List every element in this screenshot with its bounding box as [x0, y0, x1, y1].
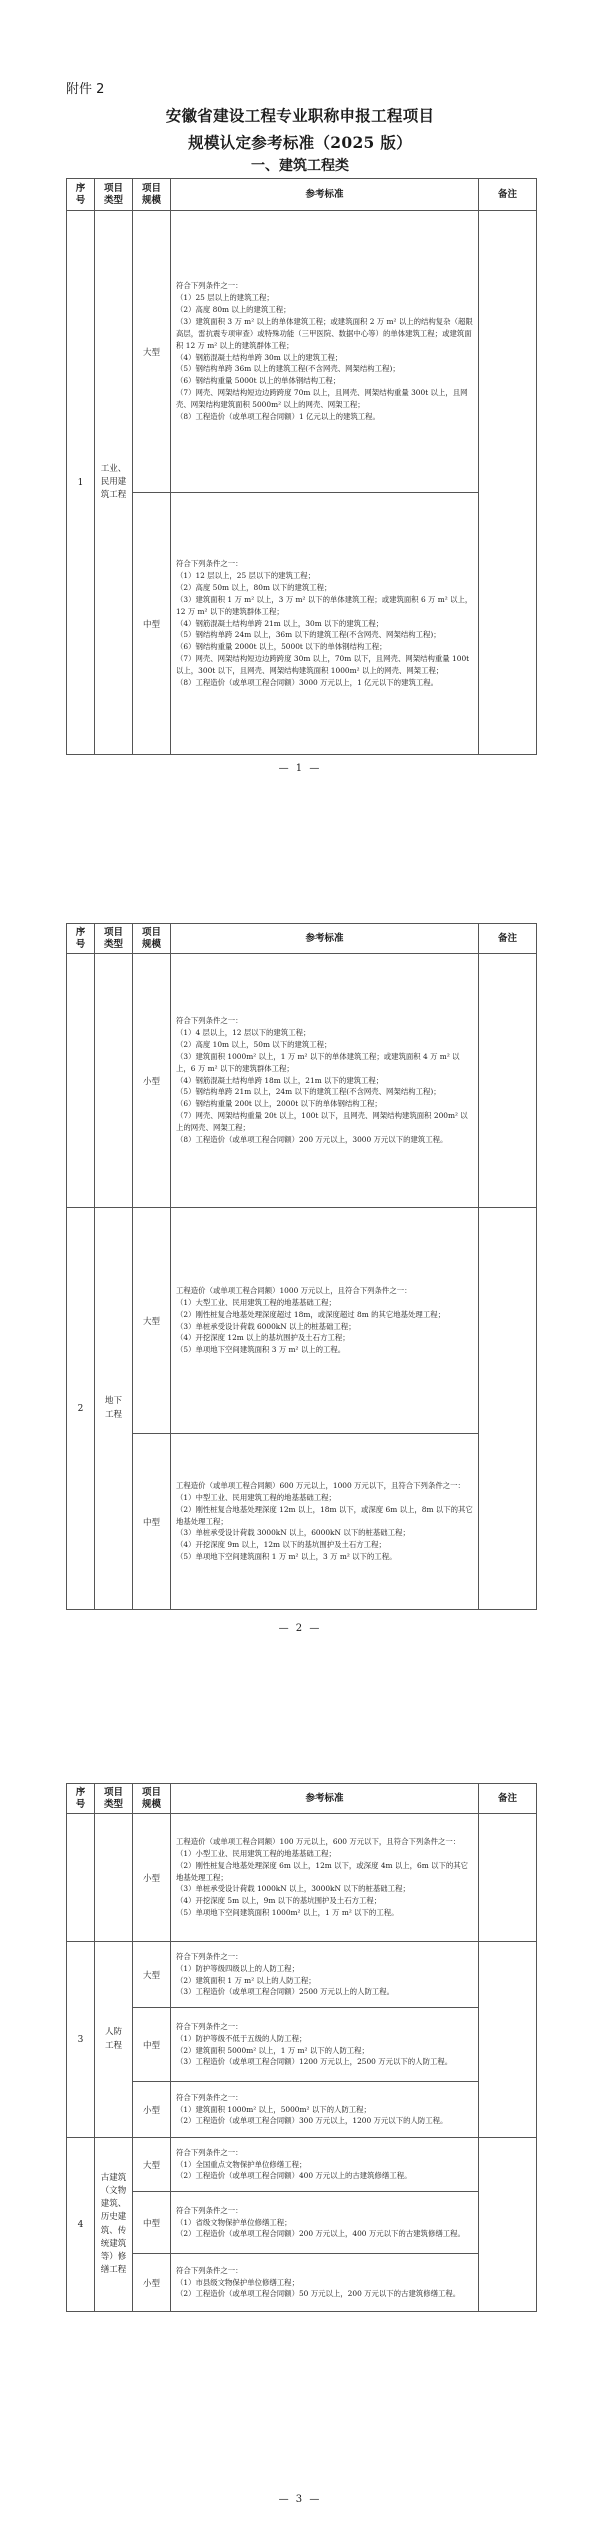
project-size: 中型	[133, 1434, 171, 1610]
standard-line: 工程造价（或单项工程合同额）100 万元以上，600 万元以下，且符合下列条件之一：	[176, 1836, 461, 1846]
header-number-line: 号	[75, 1798, 86, 1810]
header-number	[67, 1784, 95, 1814]
table-row	[67, 2138, 537, 2192]
standard-line: （2）工程造价（或单项工程合同额）400 万元以上的古建筑修缮工程。	[176, 2171, 412, 2181]
table-header-row	[67, 1784, 537, 1814]
standard-line: （3）单桩承受设计荷载 3000kN 以上，6000kN 以下的桩基础工程；	[176, 1528, 410, 1538]
project-size: 小型	[133, 2254, 171, 2312]
header-number	[67, 924, 95, 954]
standard-line: （1）中型工业、民用建筑工程的地基基础工程；	[176, 1492, 336, 1502]
table-row	[67, 2192, 537, 2254]
standard-line: （2）工程造价（或单项工程合同额）300 万元以上，1200 万元以下的人防工程。	[176, 2116, 448, 2126]
standard-line: （3）单桩承受设计荷载 6000kN 以上的桩基础工程；	[176, 1321, 356, 1331]
standard-line: （1）大型工业、民用建筑工程的地基基础工程；	[176, 1297, 336, 1307]
standard-line: （2）刚性桩复合地基处理深度 12m 以上，18m 以下，或深度 6m 以上，8m 以下的其它地基处理工程；	[176, 1504, 473, 1526]
standard-line: （5）钢结构单跨 21m 以上，24m 以下的建筑工程(不含网壳、网架结构工程)；	[176, 1087, 441, 1097]
standard-line: （3）建筑面积 3 万 m² 以上的单体建筑工程；或建筑面积 2 万 m² 以上的结构复杂（超限高层，雷抗震专项审查）或特殊功能（三甲医院、数据中心等）的单体建筑工程；或建筑面积 12 万 m² 以上的建筑群体工程；	[176, 316, 473, 350]
standard-line: （1）建筑面积 1000m² 以上，5000m² 以下的人防工程；	[176, 2104, 371, 2114]
reference-standard	[171, 2008, 479, 2082]
project-size: 大型	[133, 2138, 171, 2192]
standard-line: （2）工程造价（或单项工程合同额）50 万元以上，200 万元以下的古建筑修缮工程。	[176, 2289, 461, 2299]
table-row	[67, 1814, 537, 1942]
standard-line: （1）防护等级不低于五级的人防工程；	[176, 2033, 307, 2043]
standard-line: 符合下列条件之一：	[176, 2147, 243, 2157]
project-size: 小型	[133, 954, 171, 1208]
remarks	[479, 1814, 537, 1942]
header-project-type	[95, 179, 133, 211]
project-size: 小型	[133, 1814, 171, 1942]
standard-line: （3）单桩承受设计荷载 1000kN 以上，3000kN 以下的桩基础工程；	[176, 1884, 410, 1894]
standard-line: （4）开挖深度 12m 以上的基坑围护及土石方工程；	[176, 1333, 350, 1343]
reference-standard	[171, 2254, 479, 2312]
project-type-line: （文物	[100, 2185, 127, 2196]
project-type	[95, 1208, 133, 1610]
reference-standard	[171, 1942, 479, 2008]
remarks	[479, 211, 537, 755]
header-remarks: 备注	[479, 924, 537, 954]
standard-line: （5）钢结构单跨 36m 以上的建筑工程(不含网壳、网架结构工程)；	[176, 364, 400, 374]
standard-line: （3）建筑面积 1000m² 以上，1 万 m² 以下的单体建筑工程；或建筑面积 4 万 m² 以上，6 万 m² 以下的建筑群体工程；	[176, 1051, 460, 1073]
standard-line: （3）工程造价（或单项工程合同额）2500 万元以上的人防工程。	[176, 1987, 395, 1997]
standard-line: 符合下列条件之一：	[176, 2205, 243, 2215]
project-size: 中型	[133, 493, 171, 755]
header-remarks: 备注	[479, 179, 537, 211]
page-number-1: — 1 —	[278, 763, 322, 774]
project-type-line: 等）修	[100, 2251, 127, 2262]
project-type	[95, 1942, 133, 2138]
section-heading: 一、建筑工程类	[251, 158, 349, 174]
standard-line: （4）开挖深度 5m 以上，9m 以下的基坑围护及土石方工程；	[176, 1896, 382, 1906]
row-number: 3	[67, 1942, 95, 2138]
standard-line: （2）建筑面积 1 万 m² 以上的人防工程；	[176, 1975, 316, 1985]
header-number-line: 号	[75, 938, 86, 950]
project-type-line: 人防	[104, 2027, 122, 2038]
header-project-size	[133, 179, 171, 211]
reference-standard	[171, 954, 479, 1208]
header-number-line: 号	[75, 194, 86, 206]
project-type	[95, 211, 133, 755]
reference-standard	[171, 1814, 479, 1942]
criteria-table-page-2	[66, 923, 537, 1610]
table-row	[67, 2082, 537, 2138]
table-row	[67, 1942, 537, 2008]
standard-line: 符合下列条件之一：	[176, 1015, 243, 1025]
remarks	[479, 1208, 537, 1610]
header-remarks: 备注	[479, 1784, 537, 1814]
remarks	[479, 2138, 537, 2312]
project-size: 小型	[133, 2082, 171, 2138]
table-header-row	[67, 179, 537, 211]
header-number	[67, 179, 95, 211]
standard-line: 符合下列条件之一：	[176, 2092, 243, 2102]
project-type-line: 地下	[104, 1396, 122, 1407]
header-project-type	[95, 924, 133, 954]
header-project-size-line: 规模	[141, 938, 161, 950]
header-project-type-line: 项目	[103, 926, 123, 938]
project-type-line: 工程	[104, 1409, 122, 1420]
standard-line: （2）高度 10m 以上，50m 以下的建筑工程；	[176, 1039, 332, 1049]
header-project-type-line: 项目	[103, 1786, 123, 1798]
header-project-size	[133, 924, 171, 954]
header-reference-standard: 参考标准	[171, 924, 479, 954]
row-number	[67, 1814, 95, 1942]
standard-line: （6）钢结构重量 200t 以上，2000t 以下的单体钢结构工程；	[176, 1099, 382, 1109]
standard-line: （7）网壳、网架结构重量 20t 以上，100t 以下，且网壳、网架结构建筑面积 200m² 以上的网壳、网架工程；	[176, 1111, 468, 1133]
project-type-line: 历史建	[100, 2212, 127, 2223]
standard-line: （1）4 层以上，12 层以下的建筑工程；	[176, 1027, 311, 1037]
standard-line: （1）省级文物保护单位修缮工程；	[176, 2217, 292, 2227]
header-reference-standard: 参考标准	[171, 1784, 479, 1814]
standard-line: （1）25 层以上的建筑工程；	[176, 292, 274, 302]
standard-line: （8）工程造价（或单项工程合同额）1 亿元以上的建筑工程。	[176, 412, 380, 422]
project-type	[95, 2138, 133, 2312]
project-size: 大型	[133, 1208, 171, 1434]
row-number: 1	[67, 211, 95, 755]
standard-line: （5）单项地下空间建筑面积 1000m² 以上，1 万 m² 以下的工程。	[176, 1908, 399, 1918]
project-type	[95, 954, 133, 1208]
header-project-type	[95, 1784, 133, 1814]
project-type-line: 筑、传	[100, 2225, 127, 2236]
standard-line: （2）建筑面积 5000m² 以上，1 万 m² 以下的人防工程；	[176, 2045, 369, 2055]
project-type-line: 民用建	[100, 476, 127, 487]
table-row	[67, 2008, 537, 2082]
project-type-line: 工程	[104, 2040, 122, 2051]
standard-line: （6）钢结构重量 2000t 以上，5000t 以下的单体钢结构工程；	[176, 642, 387, 652]
table-row	[67, 1434, 537, 1610]
document-title-line2: 规模认定参考标准（2025 版）	[188, 133, 412, 152]
standard-line: （8）工程造价（或单项工程合同额）200 万元以上，3000 万元以下的建筑工程。	[176, 1135, 448, 1145]
project-size: 中型	[133, 2008, 171, 2082]
standard-line: （3）工程造价（或单项工程合同额）1200 万元以上，2500 万元以下的人防工程。	[176, 2057, 453, 2067]
project-size: 大型	[133, 211, 171, 493]
standard-line: （1）防护等级四级以上的人防工程；	[176, 1963, 299, 1973]
standard-line: （1）全国重点文物保护单位修缮工程；	[176, 2159, 307, 2169]
standard-line: （2）刚性桩复合地基处理深度 6m 以上，12m 以下，或深度 4m 以上，6m 以下的其它地基处理工程；	[176, 1860, 469, 1882]
header-project-type-line: 类型	[103, 194, 123, 206]
standard-line: （4）钢筋混凝土结构单跨 18m 以上，21m 以下的建筑工程；	[176, 1075, 384, 1085]
table-row	[67, 493, 537, 755]
reference-standard	[171, 2082, 479, 2138]
standard-line: （4）钢筋混凝土结构单跨 21m 以上，30m 以下的建筑工程；	[176, 618, 384, 628]
project-type-line: 筑工程	[100, 490, 127, 501]
standard-line: （4）钢筋混凝土结构单跨 30m 以上的建筑工程；	[176, 352, 343, 362]
project-type-line: 工业、	[100, 463, 127, 474]
reference-standard	[171, 493, 479, 755]
standard-line: （2）工程造价（或单项工程合同额）200 万元以上，400 万元以下的古建筑修缮工程。	[176, 2229, 465, 2239]
header-number-line: 序	[75, 1786, 86, 1798]
criteria-table-page-1	[66, 178, 537, 755]
standard-line: 工程造价（或单项工程合同额）1000 万元以上，且符合下列条件之一：	[176, 1285, 412, 1295]
header-reference-standard: 参考标准	[171, 179, 479, 211]
standard-line: （1）12 层以上，25 层以下的建筑工程；	[176, 570, 316, 580]
project-type-line: 统建筑	[100, 2238, 127, 2249]
row-number: 2	[67, 1208, 95, 1610]
standard-line: （5）钢结构单跨 24m 以上，36m 以下的建筑工程(不含网壳、网架结构工程)；	[176, 630, 441, 640]
standard-line: （7）网壳、网架结构短边边跨跨度 70m 以上，且网壳、网架结构重量 300t 以上，且网壳、网架结构建筑面积 5000m² 以上的网壳、网架工程；	[176, 388, 468, 410]
standard-line: （1）小型工业、民用建筑工程的地基基础工程；	[176, 1848, 336, 1858]
standard-line: （2）高度 80m 以上的建筑工程；	[176, 304, 291, 314]
header-project-size-line: 项目	[141, 1786, 161, 1798]
reference-standard	[171, 1434, 479, 1610]
table-row	[67, 1208, 537, 1434]
standard-line: （2）高度 50m 以上，80m 以下的建筑工程；	[176, 582, 332, 592]
standard-line: 工程造价（或单项工程合同额）600 万元以上，1000 万元以下，且符合下列条件之一：	[176, 1480, 465, 1490]
standard-line: （4）开挖深度 9m 以上，12m 以下的基坑围护及土石方工程；	[176, 1540, 386, 1550]
project-size: 大型	[133, 1942, 171, 2008]
standard-line: 符合下列条件之一：	[176, 558, 243, 568]
criteria-table-page-3	[66, 1783, 537, 2312]
project-type	[95, 1814, 133, 1942]
row-number	[67, 954, 95, 1208]
table-row	[67, 2254, 537, 2312]
reference-standard	[171, 2192, 479, 2254]
remarks	[479, 1942, 537, 2138]
project-type-line: 建筑、	[100, 2199, 127, 2210]
row-number: 4	[67, 2138, 95, 2312]
header-project-type-line: 项目	[103, 182, 123, 194]
header-project-type-line: 类型	[103, 1798, 123, 1810]
reference-standard	[171, 1208, 479, 1434]
attachment-label: 附件 2	[66, 82, 105, 97]
project-type-line: 古建筑	[100, 2172, 127, 2183]
reference-standard	[171, 211, 479, 493]
document-title: 安徽省建设工程专业职称申报工程项目	[165, 106, 435, 125]
header-project-size-line: 项目	[141, 926, 161, 938]
remarks	[479, 954, 537, 1208]
standard-line: （2）刚性桩复合地基处理深度超过 18m，或深度超过 8m 的其它地基处理工程；	[176, 1309, 445, 1319]
standard-line: （3）建筑面积 1 万 m² 以上，3 万 m² 以下的单体建筑工程；或建筑面积 6 万 m² 以上，12 万 m² 以下的建筑群体工程；	[176, 594, 473, 616]
standard-line: 符合下列条件之一：	[176, 280, 243, 290]
header-number-line: 序	[75, 926, 86, 938]
header-project-size-line: 项目	[141, 182, 161, 194]
standard-line: （6）钢结构重量 5000t 以上的单体钢结构工程；	[176, 376, 341, 386]
standard-line: （5）单项地下空间建筑面积 3 万 m² 以上的工程。	[176, 1345, 346, 1355]
page-number-3: — 3 —	[278, 2494, 322, 2505]
project-size: 中型	[133, 2192, 171, 2254]
page-number-2: — 2 —	[278, 1623, 322, 1634]
standard-line: 符合下列条件之一：	[176, 2265, 243, 2275]
standard-line: （8）工程造价（或单项工程合同额）3000 万元以上，1 亿元以下的建筑工程。	[176, 678, 439, 688]
header-number-line: 序	[75, 182, 86, 194]
standard-line: （7）网壳、网架结构短边边跨跨度 30m 以上，70m 以下，且网壳、网架结构重量 100t 以上，300t 以下，且网壳、网架结构建筑面积 1000m² 以上的网壳、网架工程；	[176, 654, 470, 676]
table-row	[67, 211, 537, 493]
header-project-size-line: 规模	[141, 1798, 161, 1810]
table-header-row	[67, 924, 537, 954]
standard-line: 符合下列条件之一：	[176, 1951, 243, 1961]
standard-line: （1）市县级文物保护单位修缮工程；	[176, 2277, 299, 2287]
table-row	[67, 954, 537, 1208]
reference-standard	[171, 2138, 479, 2192]
standard-line: （5）单项地下空间建筑面积 1 万 m² 以上，3 万 m² 以下的工程。	[176, 1552, 397, 1562]
header-project-size	[133, 1784, 171, 1814]
header-project-type-line: 类型	[103, 938, 123, 950]
project-type-line: 缮工程	[100, 2265, 127, 2276]
header-project-size-line: 规模	[141, 194, 161, 206]
standard-line: 符合下列条件之一：	[176, 2021, 243, 2031]
